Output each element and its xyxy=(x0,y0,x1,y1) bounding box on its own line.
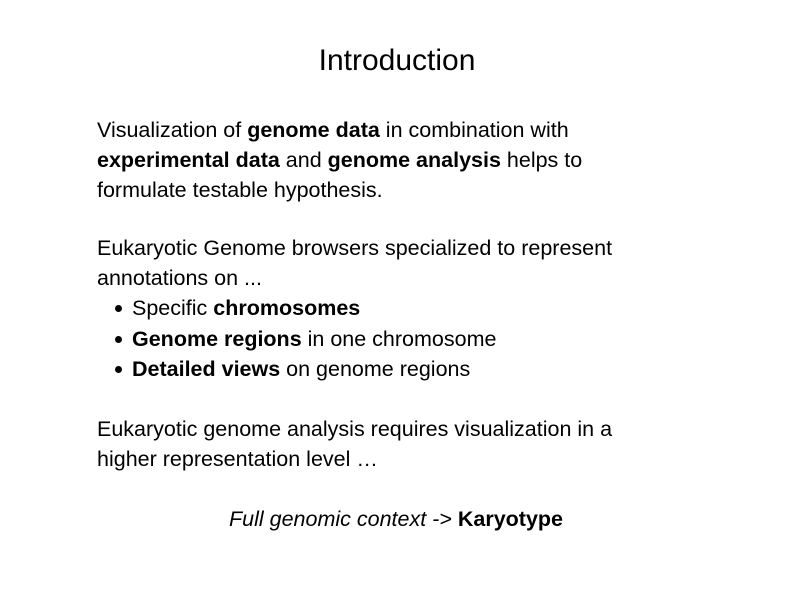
text-span: helps to xyxy=(500,148,583,172)
text-span: Specific xyxy=(132,296,214,320)
paragraph-line: Eukaryotic Genome browsers specialized to represent xyxy=(97,236,613,260)
paragraph-line xyxy=(97,115,582,145)
bold-term-karyotype: Karyotype xyxy=(457,507,563,531)
bold-term: Genome regions xyxy=(132,326,302,351)
paragraph-genome-analysis xyxy=(97,414,612,474)
paragraph-line: higher representation level … xyxy=(97,447,378,471)
bold-term: Detailed views xyxy=(132,357,281,381)
paragraph-line: annotations on ... xyxy=(97,266,262,290)
bullet-item xyxy=(97,354,496,385)
bullet-dot-icon xyxy=(115,305,122,312)
text-span: Visualization of xyxy=(97,118,248,142)
slide-title: Introduction xyxy=(318,44,476,77)
conclusion-line xyxy=(229,504,563,534)
bold-term: chromosomes xyxy=(213,296,361,320)
paragraph-line: Eukaryotic genome analysis requires visualization in a xyxy=(97,417,613,441)
bold-term-genome-data: genome data xyxy=(247,118,380,142)
bullet-item xyxy=(97,293,496,324)
bullet-dot-icon xyxy=(115,366,122,373)
bullet-item xyxy=(97,324,496,355)
paragraph-visualization xyxy=(97,115,582,205)
text-span: in one chromosome xyxy=(301,326,497,351)
paragraph-genome-browsers xyxy=(97,233,612,293)
italic-text: Full genomic context -> xyxy=(229,507,458,531)
bullet-dot-icon xyxy=(115,336,122,343)
text-span: and xyxy=(279,148,328,172)
bold-term-experimental-data: experimental data xyxy=(97,148,280,172)
text-span: in combination with xyxy=(379,118,569,142)
paragraph-line xyxy=(97,145,582,175)
text-span: on genome regions xyxy=(280,357,471,381)
bold-term-genome-analysis: genome analysis xyxy=(327,148,501,172)
paragraph-line: formulate testable hypothesis. xyxy=(97,178,383,202)
bullet-list xyxy=(97,293,496,385)
